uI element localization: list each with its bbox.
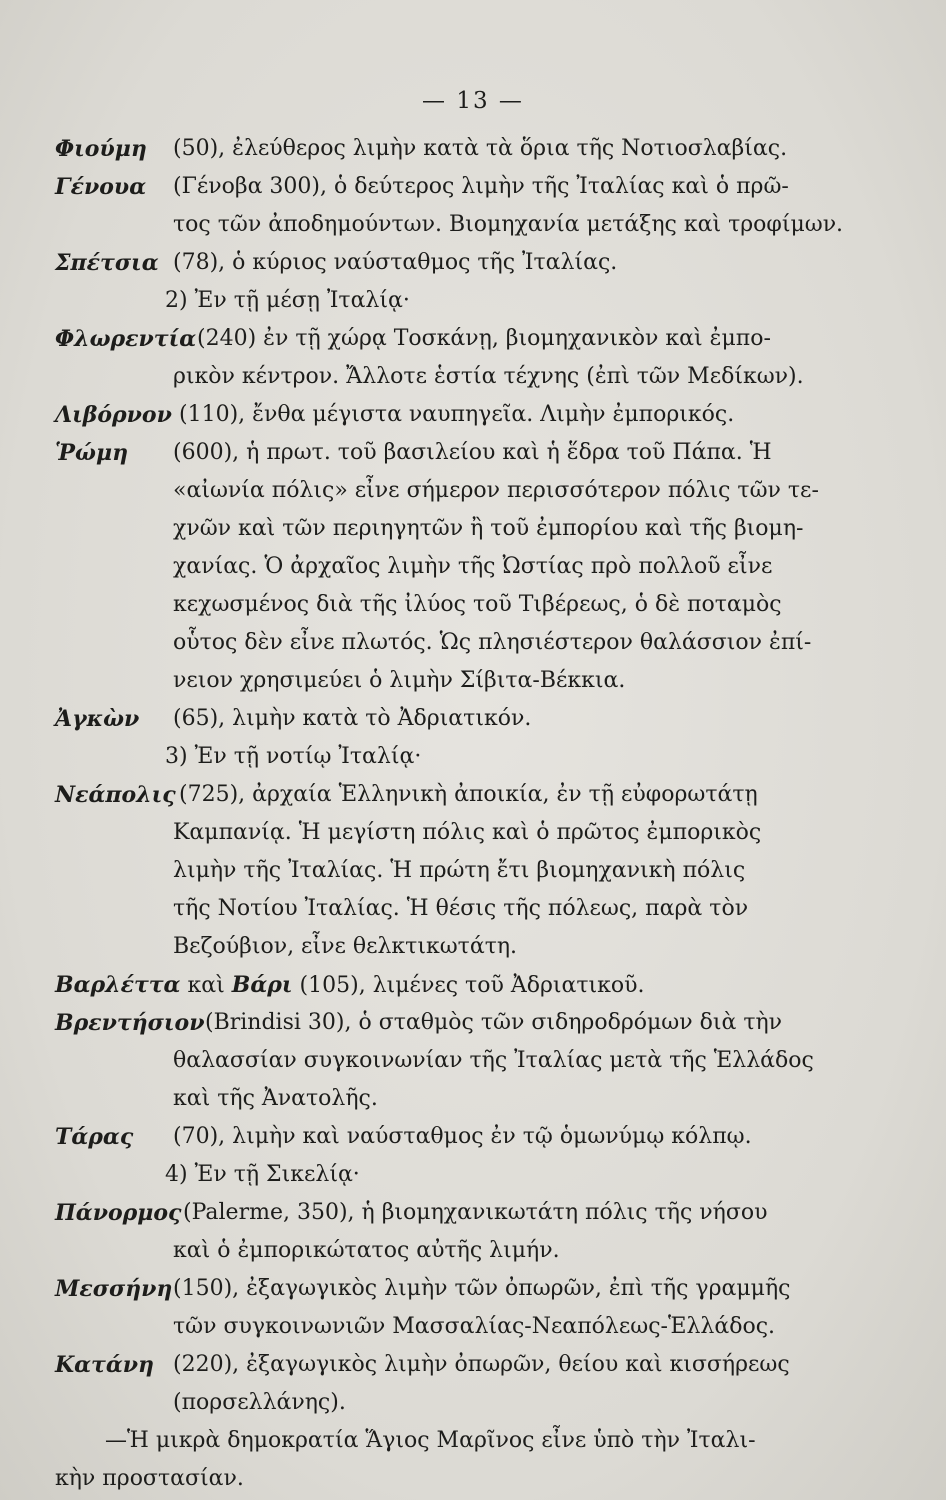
text-line [55,396,845,434]
line-text: (600), ἡ πρωτ. τοῦ βασιλείου καὶ ἡ ἕδρα τοῦ Πάπα. Ἡ [173,440,772,465]
text-line: (πορσελλάνης). [173,1390,346,1415]
text-line [55,700,845,738]
text-line: τῆς Νοτίου Ἰταλίας. Ἡ θέσις τῆς πόλεως, παρὰ τὸν [173,896,749,921]
text-line [55,168,845,206]
text-line: τῶν συγκοινωνιῶν Μασσαλίας-Νεαπόλεως-Ἑλλάδος. [173,1314,776,1339]
section-heading: 4) Ἐν τῇ Σικελίᾳ· [165,1162,360,1187]
text-line: Καμπανίᾳ. Ἡ μεγίστη πόλις καὶ ὁ πρῶτος ἐμπορικὸς [173,820,762,845]
text-line: λιμὴν τῆς Ἰταλίας. Ἡ πρώτη ἔτι βιομηχανικὴ πόλις [173,858,746,883]
text-line: τος τῶν ἀποδημούντων. Βιομηχανία μετάξης καὶ τροφίμων. [173,212,844,237]
place-name: Τάρας [55,1124,134,1150]
line-text: (50), ἐλεύθερος λιμὴν κατὰ τὰ ὅρια τῆς Νοτιοσλαβίας. [173,136,788,161]
text-body [55,130,845,1498]
text-line [55,1346,845,1384]
line-text: (110), ἔνθα μέγιστα ναυπηγεῖα. Λιμὴν ἐμπορικός. [179,402,735,427]
text-line [55,966,845,1004]
place-name: Γένουα [55,174,147,200]
text-line: χνῶν καὶ τῶν περιηγητῶν ἢ τοῦ ἐμπορίου καὶ τῆς βιομη- [173,516,804,541]
text-line: καὶ ὁ ἐμπορικώτατος αὐτῆς λιμήν. [173,1238,560,1263]
line-text: (65), λιμὴν κατὰ τὸ Ἀδριατικόν. [173,706,532,731]
text-line: καὶ τῆς Ἀνατολῆς. [173,1086,378,1111]
place-name: Ῥώμη [55,440,129,466]
place-name: Βρεντήσιον [55,1010,205,1036]
text-line [55,244,845,282]
place-name: Φιούμη [55,136,147,162]
text-line: θαλασσίαν συγκοινωνίαν τῆς Ἰταλίας μετὰ τῆς Ἑλλάδος [173,1048,814,1073]
line-text: (70), λιμὴν καὶ ναύσταθμος ἐν τῷ ὁμωνύμῳ κόλπῳ. [173,1124,752,1149]
text-line: νειον χρησιμεύει ὁ λιμὴν Σίβιτα-Βέκκια. [173,668,626,693]
line-text: (240) ἐν τῇ χώρᾳ Τοσκάνῃ, βιομηχανικὸν καὶ ἐμπο- [197,326,771,351]
place-name: Ἀγκὼν [55,706,140,732]
line-text: (105), λιμένες τοῦ Ἀδριατικοῦ. [299,973,645,998]
text-line [55,1004,845,1042]
text-line [55,130,845,168]
line-text: (725), ἀρχαία Ἑλληνικὴ ἀποικία, ἐν τῇ εὐφορωτάτῃ [179,782,758,807]
text-line [55,320,845,358]
text-line: οὗτος δὲν εἶνε πλωτός. Ὡς πλησιέστερον θαλάσσιον ἐπί- [173,630,812,655]
line-text: (Palerme, 350), ἡ βιομηχανικωτάτη πόλις τῆς νήσου [183,1200,768,1225]
text-line [55,1118,845,1156]
text-line: Βεζούβιον, εἶνε θελκτικωτάτη. [173,934,518,959]
text-line [55,1270,845,1308]
text-line: χανίας. Ὁ ἀρχαῖος λιμὴν τῆς Ὠστίας πρὸ πολλοῦ εἶνε [173,554,773,579]
place-name: Φλωρεντία [55,326,197,352]
text-line [55,1194,845,1232]
section-heading: 2) Ἐν τῇ μέσῃ Ἰταλίᾳ· [165,288,410,313]
text-line: κὴν προστασίαν. [55,1466,244,1491]
place-name: Βαρλέττα [55,972,181,998]
place-name: Νεάπολις [55,782,176,808]
text-line [55,434,845,472]
conjunction: καὶ [187,973,225,998]
text-line: ρικὸν κέντρον. Ἄλλοτε ἑστία τέχνης (ἐπὶ τῶν Μεδίκων). [173,364,804,389]
line-text: (220), ἐξαγωγικὸς λιμὴν ὀπωρῶν, θείου καὶ κισσήρεως [173,1352,790,1377]
text-line: «αἰωνία πόλις» εἶνε σήμερον περισσότερον πόλις τῶν τε- [173,478,819,503]
line-text: (150), ἐξαγωγικὸς λιμὴν τῶν ὀπωρῶν, ἐπὶ τῆς γραμμῆς [173,1276,791,1301]
place-name: Πάνορμος [55,1200,182,1226]
text-line: —Ἡ μικρὰ δημοκρατία Ἅγιος Μαρῖνος εἶνε ὑπὸ τὴν Ἰταλι- [105,1428,756,1453]
place-name: Λιβόρνον [55,402,172,428]
place-name: Βάρι [231,972,293,998]
place-name: Κατάνη [55,1352,155,1378]
page-number: — 13 — [422,88,524,114]
section-heading: 3) Ἐν τῇ νοτίῳ Ἰταλίᾳ· [165,744,422,769]
text-line [55,776,845,814]
text-line: κεχωσμένος διὰ τῆς ἰλύος τοῦ Τιβέρεως, ὁ δὲ ποταμὸς [173,592,782,617]
place-name: Σπέτσια [55,250,159,276]
line-text: (Brindisi 30), ὁ σταθμὸς τῶν σιδηροδρόμων διὰ τὴν [205,1010,783,1035]
line-text: (78), ὁ κύριος ναύσταθμος τῆς Ἰταλίας. [173,250,618,275]
place-name: Μεσσήνη [55,1276,173,1302]
line-text: (Γένοβα 300), ὁ δεύτερος λιμὴν τῆς Ἰταλίας καὶ ὁ πρῶ- [173,174,789,199]
